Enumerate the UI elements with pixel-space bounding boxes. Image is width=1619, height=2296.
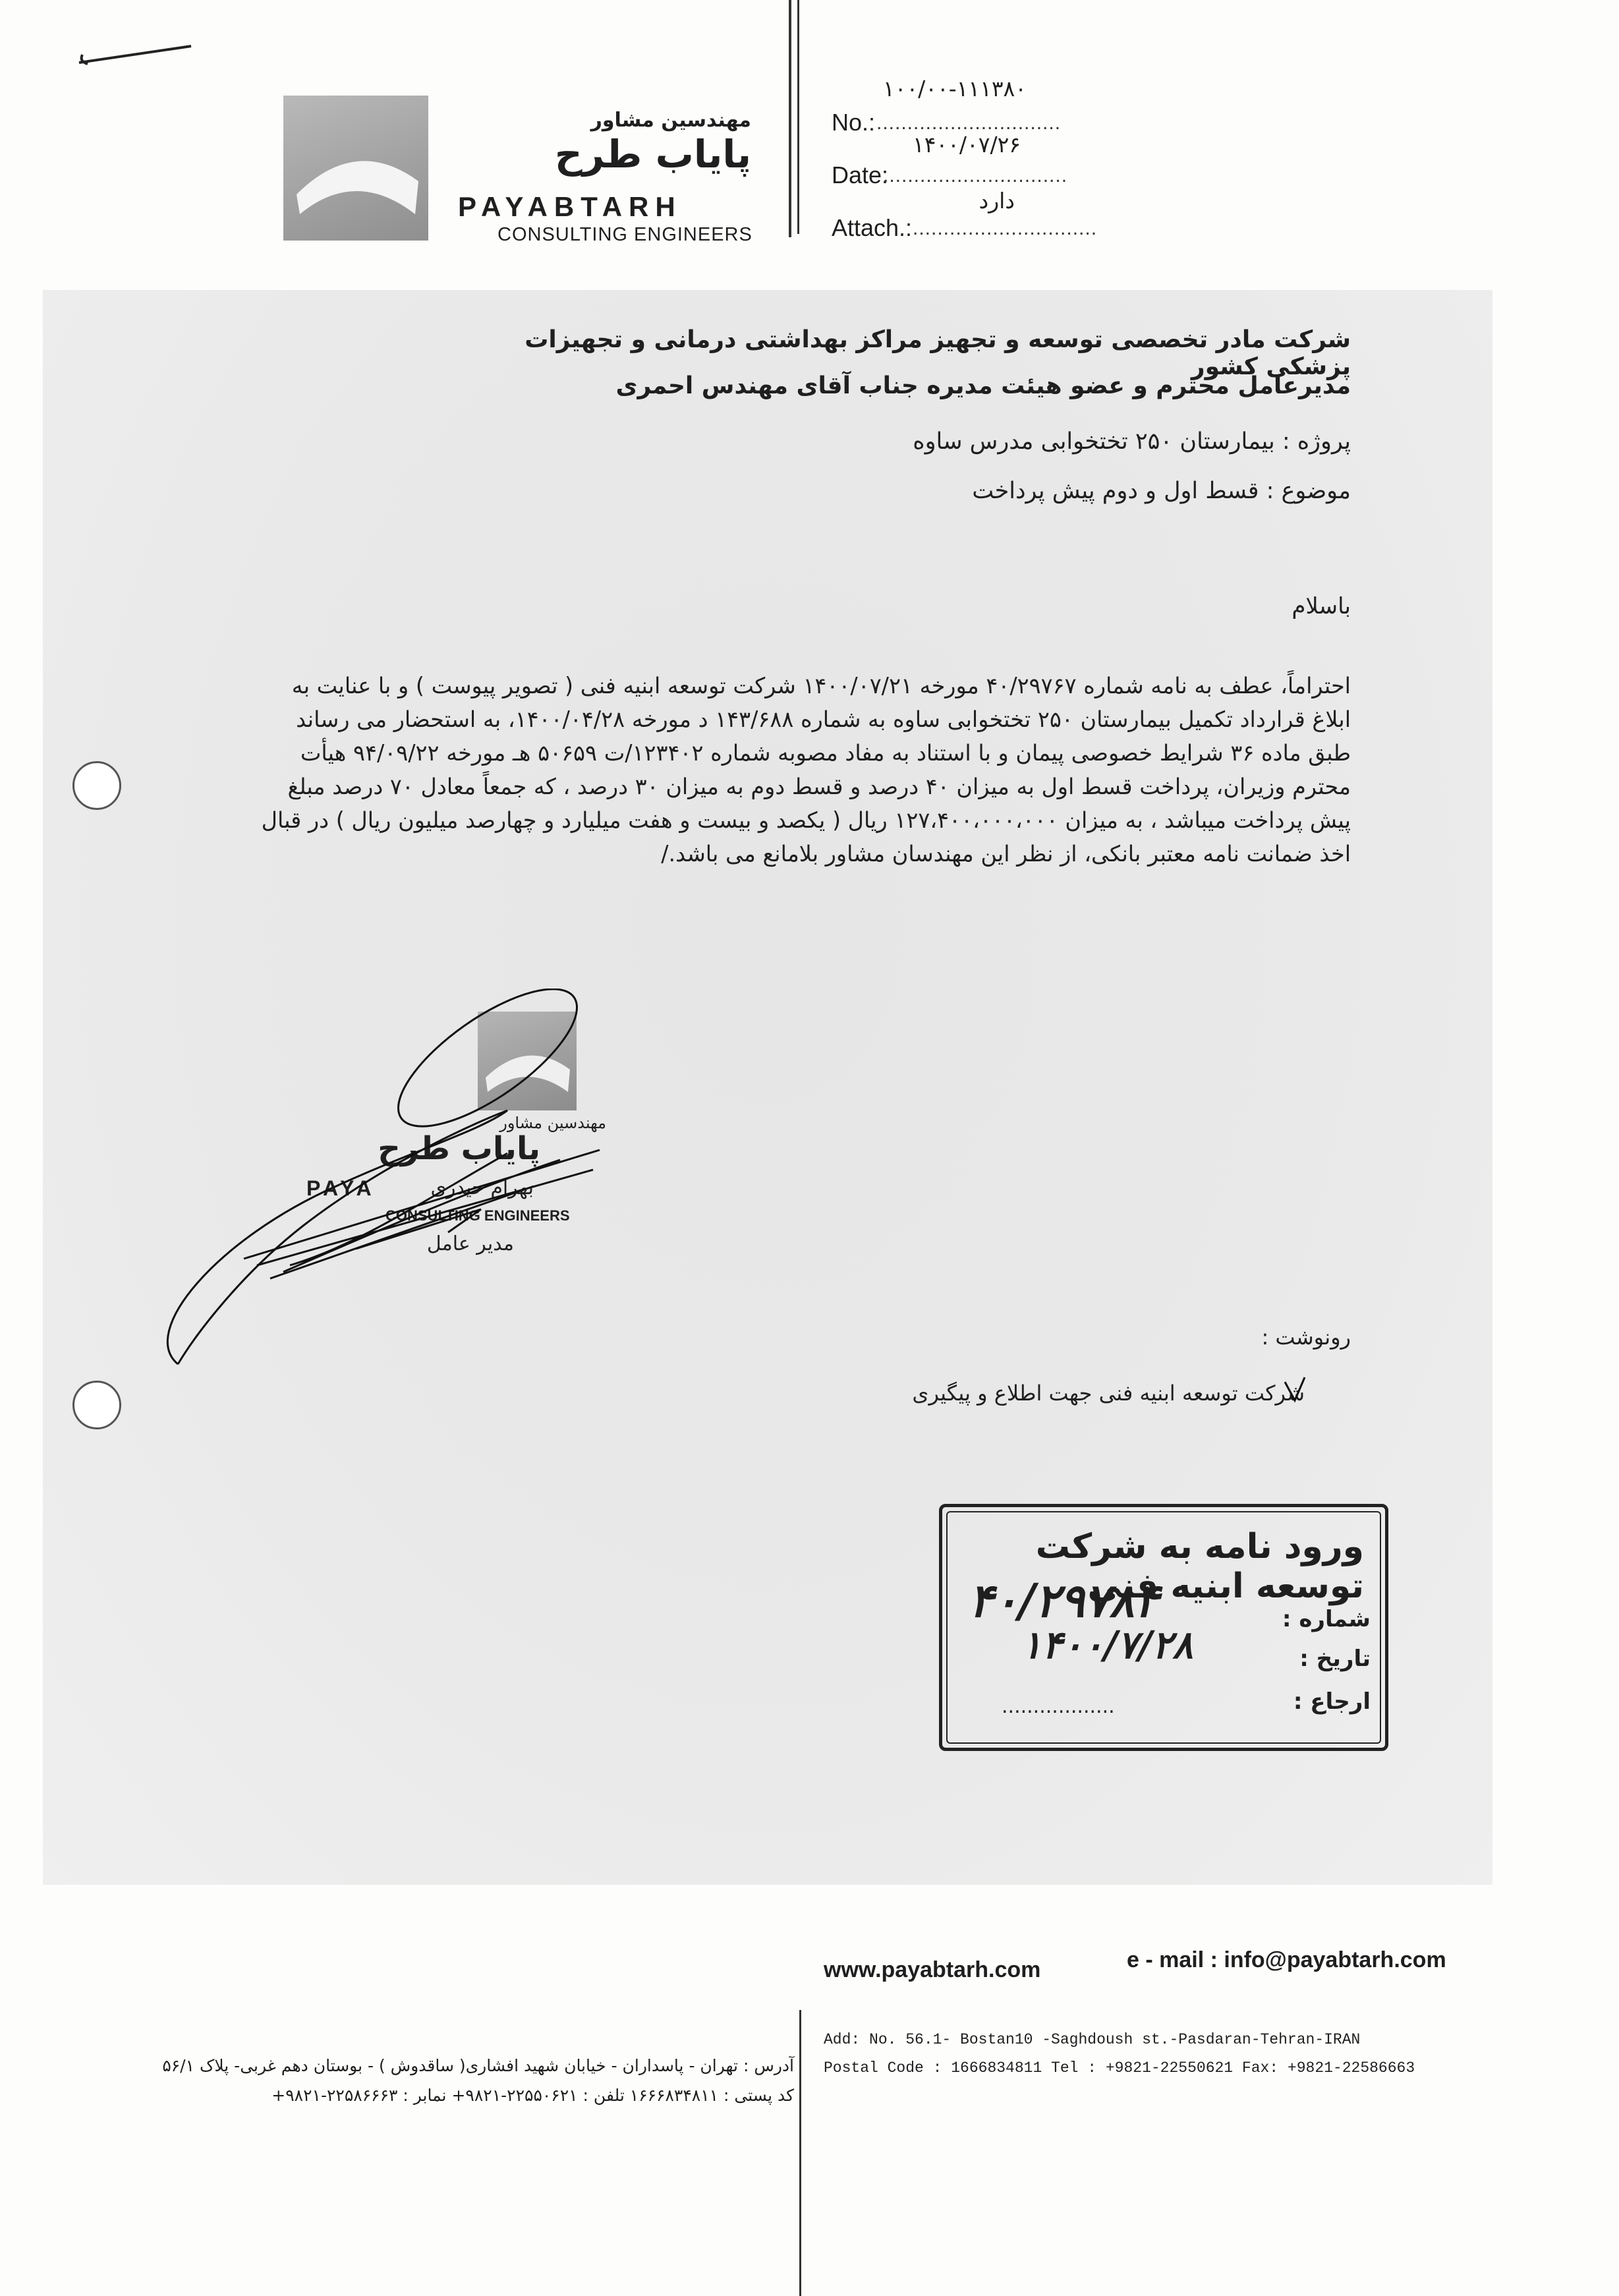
binder-hole-top — [72, 761, 121, 810]
footer-website: www.payabtarh.com — [824, 1957, 1041, 1982]
seal-english-sub: CONSULTING ENGINEERS — [385, 1207, 570, 1224]
binder-hole-bottom — [72, 1381, 121, 1429]
footer-address-fa: آدرس : تهران - پاسداران - خیابان شهید افشاری( ساقدوش ) - بوستان دهم غربی- پلاک ۵۶/۱ — [162, 2056, 794, 2075]
stamp-referral-label: ارجاع : — [1293, 1688, 1371, 1715]
body-line: اخذ ضمانت نامه معتبر بانکی، از نظر این مهندسان مشاور بلامانع می باشد./ — [661, 841, 1351, 867]
body-line: پیش پرداخت میباشد ، به میزان ۱۲۷،۴۰۰،۰۰۰،۰۰۰ ریال ( یکصد و بیست و هفت میلیارد و چهارصد میلیون ریال ) در قبال — [261, 807, 1351, 833]
stamp-number-value: ۴۰/۲۹۷۸۴ — [969, 1573, 1159, 1628]
logo-mark — [283, 96, 428, 241]
logo-english-sub: CONSULTING ENGINEERS — [497, 224, 753, 245]
header-divider-2 — [797, 0, 799, 234]
seal-persian-name: پایاب طرح — [378, 1130, 540, 1167]
receipt-stamp — [939, 1504, 1388, 1751]
stamp-number-label: شماره : — [1282, 1606, 1371, 1632]
date-dots: .............................. — [883, 165, 1068, 187]
seal-english-name: PAYA — [306, 1176, 376, 1200]
letter-date-label: Date: — [832, 161, 889, 188]
letter-date-value: ۱۴۰۰/۰۷/۲۶ — [913, 132, 1021, 158]
body-line: ابلاغ قرارداد تکمیل بیمارستان ۲۵۰ تختخوابی ساوه به شماره ۱۴۳/۶۸۸ د مورخه ۱۴۰۰/۰۴/۲۸، به استحضار می رساند — [296, 706, 1351, 732]
attachment-label: Attach.: — [832, 214, 913, 241]
recipient-organization: شرکت مادر تخصصی توسعه و تجهیز مراکز بهداشتی درمانی و تجهیزات پزشکی کشور — [525, 326, 1351, 380]
pen-mark — [72, 36, 198, 76]
attachment-value: دارد — [979, 188, 1015, 214]
cc-line: شرکت توسعه ابنیه فنی جهت اطلاع و پیگیری — [912, 1381, 1305, 1406]
stamp-referral-dots: .................. — [1002, 1695, 1115, 1718]
body-line: احتراماً، عطف به نامه شماره ۴۰/۲۹۷۶۷ مورخه ۱۴۰۰/۰۷/۲۱ شرکت توسعه ابنیه فنی ( تصویر پیوست ) و با عنایت به — [291, 673, 1351, 699]
body-line: طبق ماده ۳۶ شرایط خصوصی پیمان و با استناد به مفاد مصوبه شماره ۱۲۳۴۰۲/ت ۵۰۶۵۹ هـ مورخه ۹۴/۰۹/۲۲ هیأت — [300, 740, 1351, 766]
logo-english-name: PAYABTARH — [458, 191, 682, 222]
letter-number-label: No.: — [832, 109, 876, 136]
footer-email: e - mail : info@payabtarh.com — [1127, 1947, 1446, 1972]
attachment-dots: .............................. — [913, 217, 1098, 239]
subject-line: موضوع : قسط اول و دوم پیش پرداخت — [972, 478, 1351, 504]
project-line: پروژه : بیمارستان ۲۵۰ تختخوابی مدرس ساوه — [913, 428, 1351, 455]
cc-check-icon — [1282, 1374, 1308, 1407]
footer-contact-fa: کد پستی : ۱۶۶۶۸۳۴۸۱۱ تلفن : ۲۲۵۵۰۶۲۱-۹۸۲۱+ نمابر : ۲۲۵۸۶۶۶۳-۹۸۲۱+ — [271, 2086, 794, 2105]
header-divider — [789, 0, 791, 237]
logo-persian-small: مهندسین مشاور — [590, 109, 751, 132]
stamp-date-value: ۱۴۰۰/۷/۲۸ — [1021, 1622, 1193, 1667]
number-dots: .............................. — [876, 112, 1062, 134]
logo-persian-name: پایاب طرح — [554, 132, 751, 177]
body-line: محترم وزیران، پرداخت قسط اول به میزان ۴۰ درصد و قسط دوم به میزان ۳۰ درصد ، که جمعاً معادل ۷۰ درصد مبلغ — [287, 774, 1351, 799]
letter-number-value: ۱۰۰/۰۰-۱۱۱۳۸۰ — [883, 76, 1027, 101]
footer-divider — [799, 2010, 801, 2296]
letter-body — [178, 669, 1351, 871]
recipient-person: مدیرعامل محترم و عضو هیئت مدیره جناب آقای مهندس احمری — [615, 372, 1351, 399]
signer-title: مدیر عامل — [426, 1232, 514, 1255]
stamp-title: ورود نامه به شرکت توسعه ابنیه فنی — [1035, 1527, 1364, 1606]
footer-contact-en: Postal Code : 1666834811 Tel : +9821-22550621 Fax: +9821-22586663 — [824, 2059, 1415, 2077]
logo-swoosh-icon — [283, 96, 428, 241]
greeting: باسلام — [1292, 593, 1351, 619]
cc-label: رونوشت : — [1261, 1325, 1351, 1350]
seal-persian-small: مهندسین مشاور — [499, 1114, 606, 1132]
handwritten-signature — [138, 989, 639, 1397]
stamp-date-label: تاریخ : — [1299, 1646, 1371, 1672]
footer-address-en: Add: No. 56.1- Bostan10 -Saghdoush st.-Pasdaran-Tehran-IRAN — [824, 2031, 1361, 2048]
signer-name: بهرام حیدری — [430, 1176, 534, 1199]
